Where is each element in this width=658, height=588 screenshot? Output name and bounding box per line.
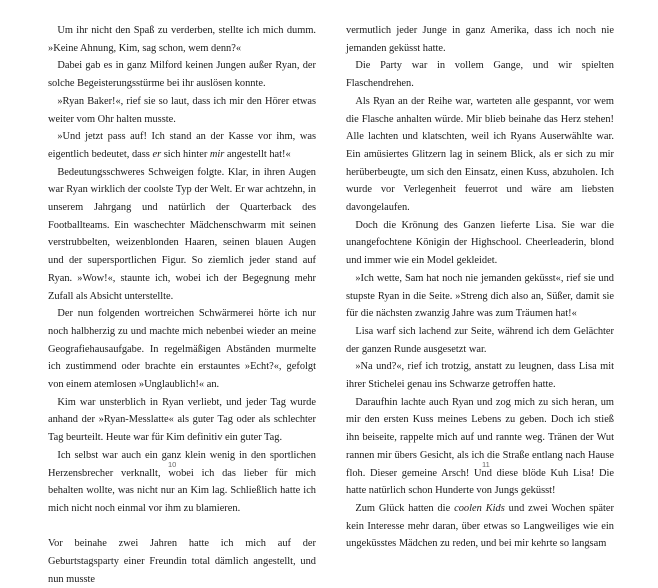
- paragraph: [48, 447, 316, 518]
- paragraph: [346, 500, 614, 553]
- text-run: »Ryan Baker!«, rief sie so laut, dass ich mir den Hörer etwas weiter vom Ohr halten musste.: [48, 95, 316, 125]
- text-run: Daraufhin lachte auch Ryan und zog mich zu sich heran, um mir den ersten Kuss meines Lebens zu geben. Doch ich stieß ihn beiseite, rappelte mich auf und rannte weg. Tränen der Wut rannen mir übers Gesicht, als ich die Straße entlang nach Hause floh. Dieser gemeine Arsch! Und diese blöde Kuh Lisa! Die hatte natürlich schon Hunderte von Jungs geküsst!: [346, 396, 614, 497]
- text-run: vermutlich jeder Junge in ganz Amerika, dass ich noch nie jemanden geküsst hatte.: [346, 25, 614, 54]
- paragraph: [346, 270, 614, 323]
- paragraph: [346, 358, 614, 393]
- text-run: Doch die Krönung des Ganzen lieferte Lisa. Sie war die unangefochtene Königin der Highschool. Cheerleaderin, blond und immer wie ein Model gekleidet.: [346, 219, 614, 267]
- text-run: Vor beinahe zwei Jahren hatte ich mich auf der Geburtstagsparty einer Freundin total dämlich angestellt, und nun musste: [48, 538, 316, 585]
- right-page: [346, 22, 614, 553]
- text-run: »Na und?«, rief ich trotzig, anstatt zu leugnen, dass Lisa mit ihrer Stichelei genau ins Schwarze getroffen hatte.: [346, 361, 614, 391]
- text-run: Bedeutungsschweres Schweigen folgte. Klar, in ihren Augen war Ryan wirklich der coolste Typ der Welt. Er war achtzehn, in unserem Jahrgang und natürlich der Quarterback des Footballteams. Ein waschechter Mädchenschwarm mit seinen verstrubbelten, weizenblonden Haaren, seinen blauen Augen und der supersportlichen Figur. So ziemlich jeder stand auf Ryan. »Wow!«, staunte ich, wobei ich der Begegnung mehr Zufall als Absicht unterstellte.: [48, 166, 316, 302]
- text-run: Lisa warf sich lachend zur Seite, während ich dem Gelächter der ganzen Runde ausgesetzt war.: [346, 325, 614, 355]
- text-run: Als Ryan an der Reihe war, warteten alle gespannt, vor wem die Flasche anhalten würde. Mir blieb beinahe das Herz stehen! Alle lachten und klatschten, weil ich Ryans Auserwählte war. Ein amüsiertes Glitzern lag in seinem Blick, als er sich zu mir herüberbeugte, um sich den Einsatz, einen Kuss, abzuholen. Ich wurde vor Verlegenheit feuerrot und wäre am liebsten davongelaufen.: [346, 95, 614, 214]
- text-run: Zum Glück hatten die: [355, 502, 455, 514]
- emphasized-text: mir: [209, 148, 225, 160]
- text-run: »Ich wette, Sam hat noch nie jemanden geküsst«, rief sie und stupste Ryan in die Seite. »Streng dich also an, Süßer, damit sie für die nächsten zwanzig Jahre was zum Träumen hat!«: [346, 272, 614, 320]
- text-run: Ich selbst war auch ein ganz klein wenig in den sportlichen Herzensbrecher verknallt, wobei ich das lieber für mich behalten wollte, was nicht nur an Kim lag. Schließlich hatte ich mich nicht noch einmal vor ihm zu blamieren.: [48, 449, 316, 514]
- left-page: [48, 22, 316, 588]
- paragraph: [48, 394, 316, 447]
- paragraph: [346, 323, 614, 358]
- paragraph: [346, 57, 614, 92]
- paragraph: [48, 22, 316, 57]
- text-run: sich hinter: [161, 148, 210, 160]
- text-run: Um ihr nicht den Spaß zu verderben, stellte ich mich dumm. »Keine Ahnung, Kim, sag schon, wem denn?«: [48, 25, 316, 54]
- emphasized-text: er: [152, 148, 162, 160]
- paragraph: [346, 217, 614, 270]
- text-run: »Und jetzt pass auf! Ich stand an der Kasse vor ihm, was eigentlich bedeutet, dass: [48, 131, 316, 160]
- emphasized-text: coolen Kids: [454, 502, 505, 514]
- paragraph: [346, 22, 614, 57]
- paragraph: [48, 128, 316, 163]
- paragraph: [48, 305, 316, 394]
- paragraph: [48, 164, 316, 306]
- text-run: Der nun folgenden wortreichen Schwärmerei hörte ich nur noch halbherzig zu und machte mich nebenbei wieder an meine Geografiehausaufgabe. In regelmäßigen Abständen murmelte ich zustimmend oder brachte ein erstauntes »Echt?«, gefolgt von einem atemlosen »Unglaublich!« an.: [48, 308, 316, 391]
- text-run: Kim war unsterblich in Ryan verliebt, und jeder Tag wurde anhand der »Ryan-Messlatte« als guter Tag oder als schlechter Tag beurteilt. Heute war für Kim definitiv ein guter Tag.: [48, 396, 316, 444]
- paragraph: [346, 93, 614, 217]
- right-page-number: 11: [482, 460, 490, 469]
- text-run: Dabei gab es in ganz Milford keinen Jungen außer Ryan, der solche Begeisterungsstürme bei ihr auslösen konnte.: [48, 60, 316, 90]
- paragraph: [346, 394, 614, 500]
- paragraph: [48, 535, 316, 588]
- paragraph: [48, 93, 316, 128]
- text-run: und zwei Wochen später kein Interesse mehr daran, über etwas so Langweiliges wie ein ungeküsstes Mädchen zu reden, und bei mir kehrte so langsam: [346, 502, 614, 550]
- text-run: Die Party war in vollem Gange, und wir spielten Flaschendrehen.: [346, 60, 614, 90]
- text-run: angestellt hat!«: [224, 148, 291, 160]
- left-page-number: 10: [168, 460, 177, 469]
- paragraph: [48, 57, 316, 92]
